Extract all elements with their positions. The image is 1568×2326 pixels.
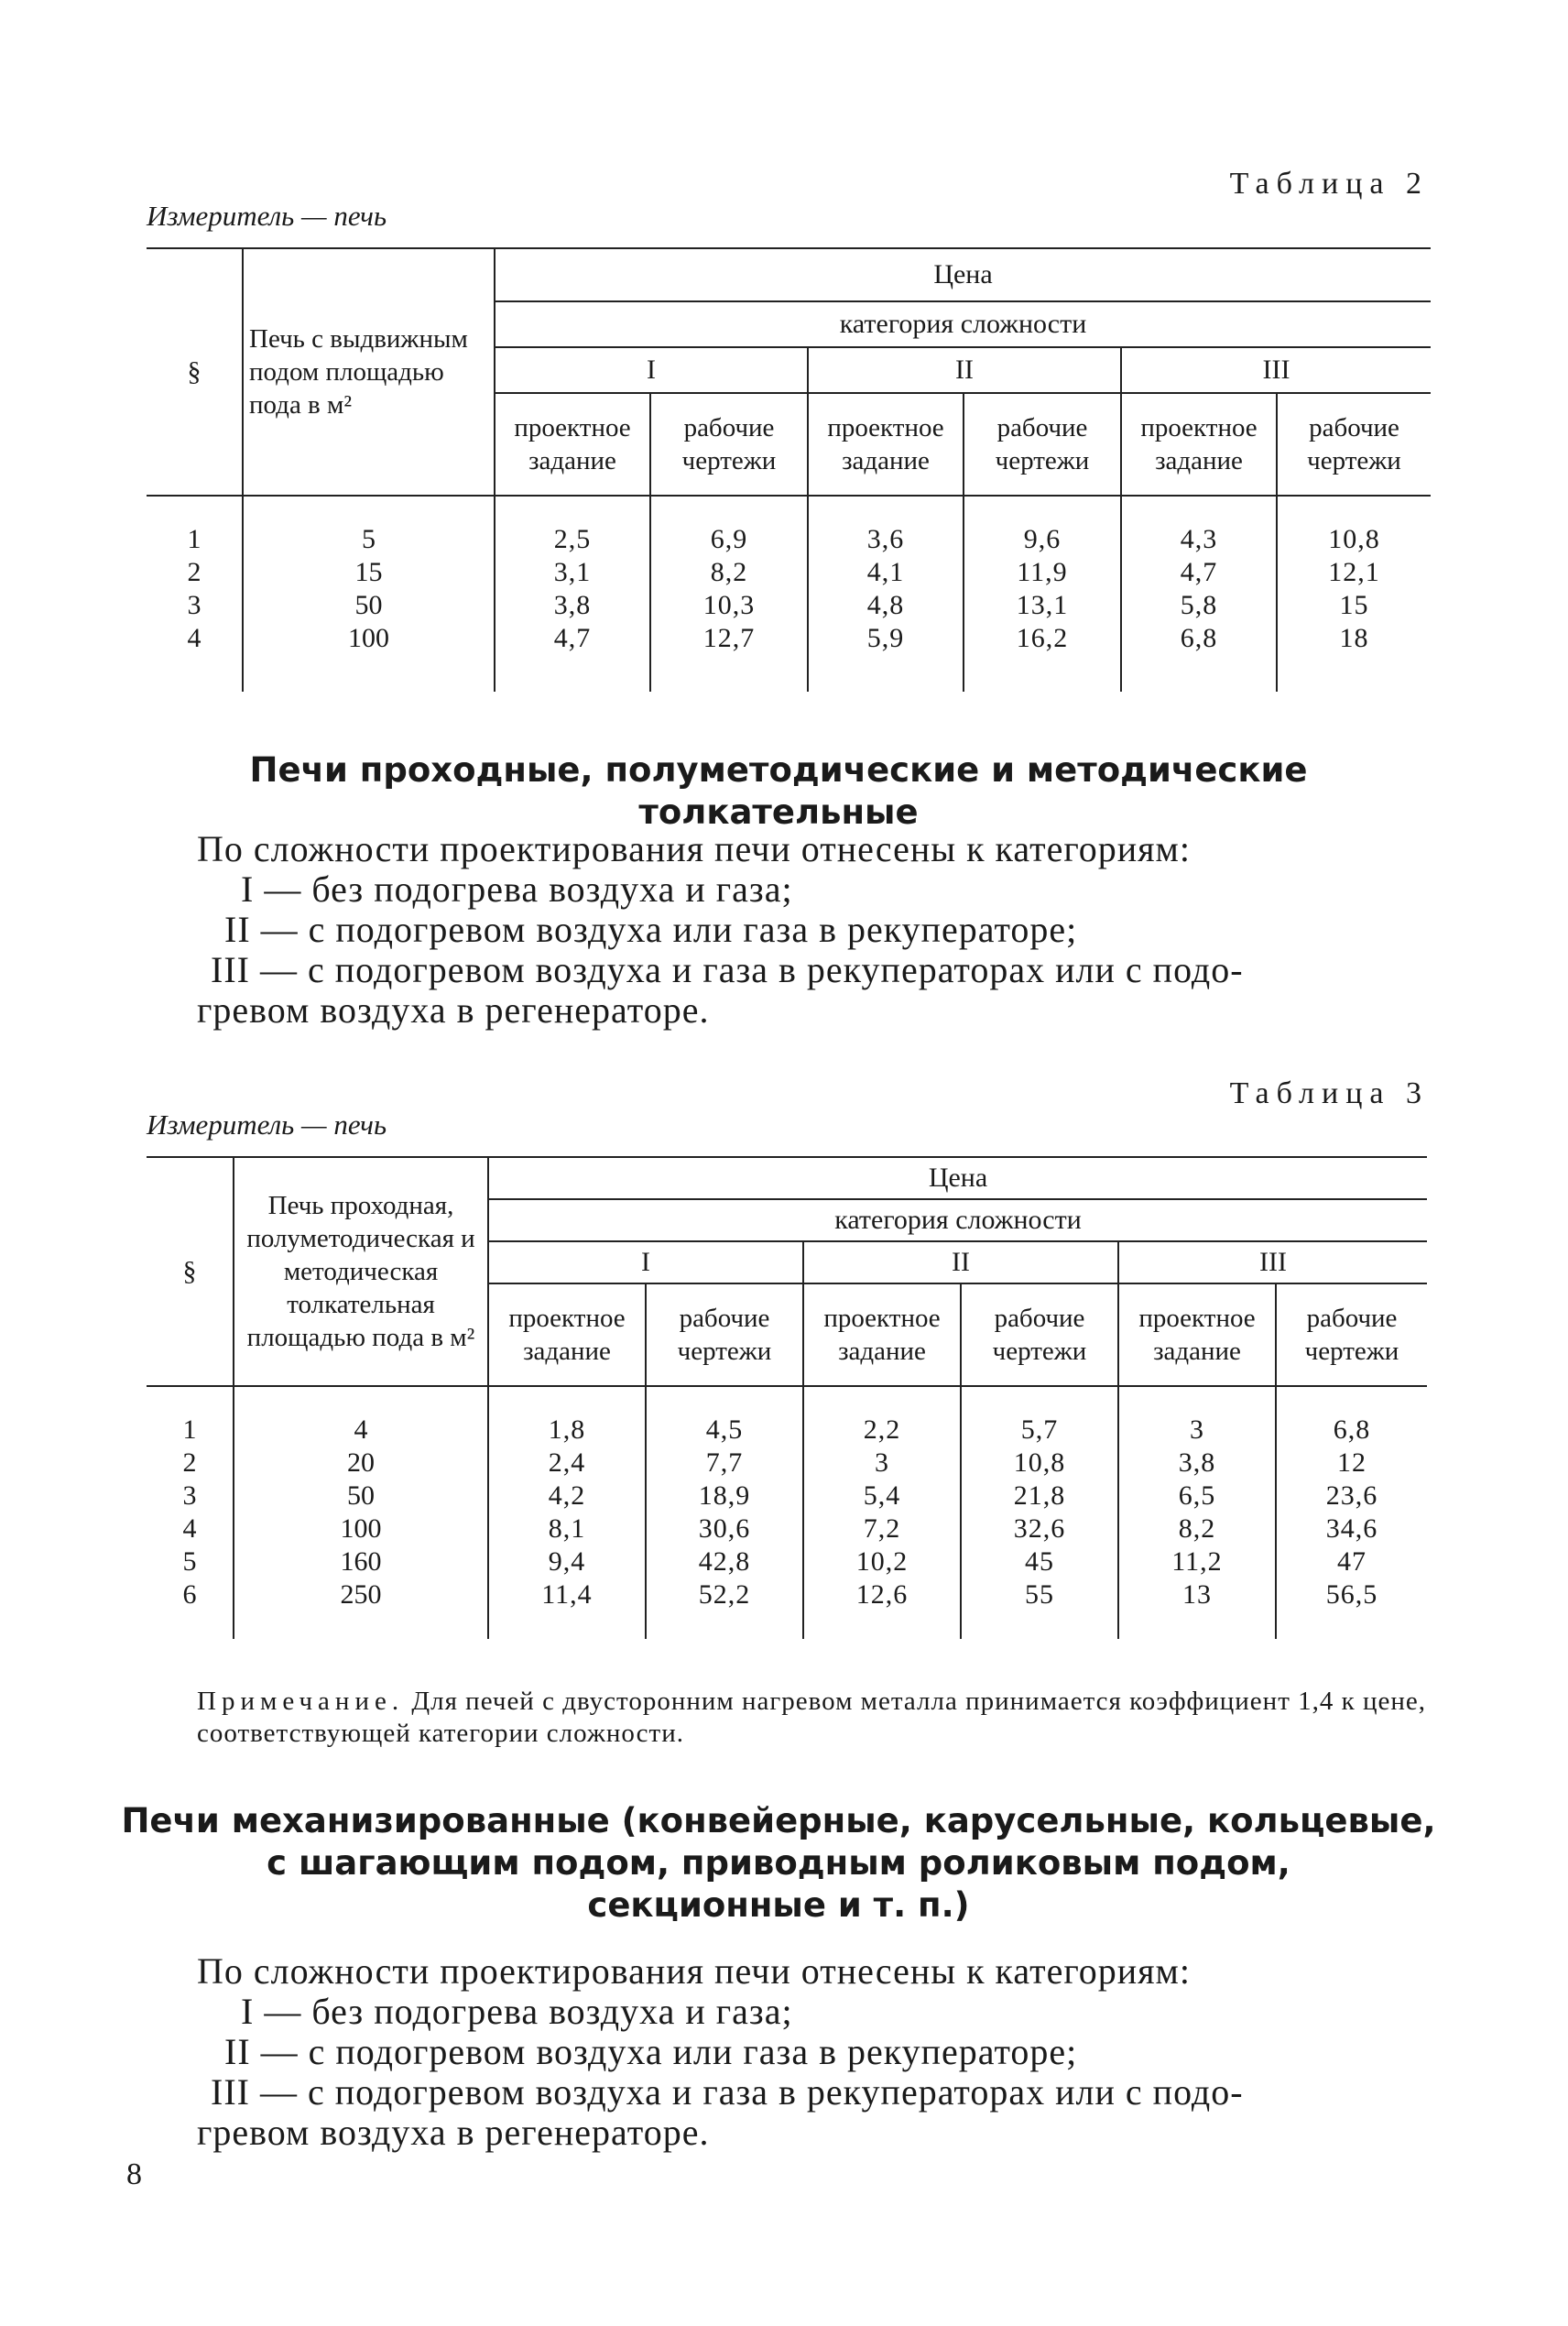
table2-caption: Таблица 2 (1229, 167, 1429, 201)
table2-row3-v6: 15 (1339, 590, 1369, 620)
table3-proj-3: проектное задание (1118, 1283, 1276, 1386)
section2-heading-line-1: Печи механизированные (конвейерные, карусельные, кольцевые, (121, 1801, 1436, 1840)
table2-row4-v4: 16,2 (964, 622, 1121, 655)
table3-row2-v2: 7,7 (646, 1447, 803, 1480)
table3-row1-v4: 5,7 (961, 1414, 1118, 1447)
table2-meter: Измеритель — печь (147, 200, 387, 232)
table3-row3-v2: 18,9 (646, 1480, 803, 1512)
table3-row6-v1: 11,4 (488, 1578, 646, 1611)
table3-row3-n: 3 (147, 1480, 234, 1512)
table2-row4-v6: 18 (1339, 623, 1369, 653)
table2-cat-3: III (1121, 347, 1431, 393)
table3-row3-v1: 4,2 (488, 1480, 646, 1512)
table3-row4-v3: 7,2 (803, 1512, 961, 1545)
table2-row2-v2: 8,2 (650, 556, 808, 589)
table2-row4-v2: 12,7 (650, 622, 808, 655)
section1-intro: По сложности проектирования печи отнесены к категориям: (197, 828, 1191, 869)
table3-row6-area: 250 (234, 1578, 488, 1611)
table2-cat-1: I (495, 347, 808, 393)
table3-row2-n: 2 (147, 1447, 234, 1480)
table2-row3-v2: 10,3 (650, 589, 808, 622)
table2-row3-n: 3 (147, 589, 243, 622)
table2-row3-v4: 13,1 (964, 589, 1121, 622)
table3-cat-2: II (803, 1241, 1118, 1283)
table2-proj-3: проектное задание (1121, 393, 1277, 496)
table3-row1-area: 4 (234, 1414, 488, 1447)
page-number: 8 (126, 2157, 142, 2191)
table2-row4-v1: 4,7 (495, 622, 650, 655)
table-row (147, 1414, 1427, 1447)
table2-section-header: § (147, 248, 243, 496)
table2-price-header: Цена (495, 248, 1431, 301)
table3-row3-v5: 6,5 (1118, 1480, 1276, 1512)
table2-proj-1: проектное задание (495, 393, 650, 496)
table3-proj-1: проектное задание (488, 1283, 646, 1386)
table-row (147, 523, 1431, 556)
table3-work-2: рабочие чертежи (961, 1283, 1118, 1386)
table2-row3-v1: 3,8 (495, 589, 650, 622)
table3-row4-v4: 32,6 (961, 1512, 1118, 1545)
section2-heading (110, 1800, 1447, 1927)
section1-continuation: гревом воздуха в регенераторе. (197, 989, 710, 1031)
table3-section-header: § (147, 1157, 234, 1386)
table2-row1-n: 1 (147, 523, 243, 556)
table3-row4-v6: 34,6 (1325, 1513, 1378, 1544)
note-label: Примечание. (197, 1687, 405, 1716)
table-row (147, 1447, 1427, 1480)
table3-area-header: Печь проходная, полуметодическая и методическая толкательная площадью пода в м² (234, 1157, 488, 1386)
note-text: Для печей с двусторонним нагревом металла принимается коэффициент 1,4 к цене, соответствующей категории сложности. (197, 1687, 1426, 1748)
table3-row5-v6: 47 (1337, 1546, 1367, 1577)
table2-area-header: Печь с выдвижным подом площадью пода в м² (243, 248, 495, 496)
table2-row2-v1: 3,1 (495, 556, 650, 589)
section2-item-1: I — без подогрева воздуха и газа; (241, 1991, 793, 2032)
table3-row5-n: 5 (147, 1545, 234, 1578)
table2-row2-n: 2 (147, 556, 243, 589)
section2-item-3: III — с подогревом воздуха и газа в рекуператорах или с подо- (211, 2071, 1244, 2113)
table3-row3-v6: 23,6 (1325, 1480, 1378, 1511)
table3-row4-v2: 30,6 (646, 1512, 803, 1545)
table2-row4-v3: 5,9 (808, 622, 964, 655)
table2-row1-v1: 2,5 (495, 523, 650, 556)
table2-cat-2: II (808, 347, 1121, 393)
table2-row1-v6: 10,8 (1328, 524, 1380, 554)
section1-item-1: I — без подогрева воздуха и газа; (241, 868, 793, 910)
table-row (147, 622, 1431, 655)
table3-work-3: рабочие чертежи (1304, 1304, 1399, 1366)
table3-row4-v1: 8,1 (488, 1512, 646, 1545)
table3-row4-v5: 8,2 (1118, 1512, 1276, 1545)
section1-item-3: III — с подогревом воздуха и газа в рекуператорах или с подо- (211, 949, 1244, 990)
table3-row2-area: 20 (234, 1447, 488, 1480)
table2-row1-area: 5 (243, 523, 495, 556)
table2-row3-v3: 4,8 (808, 589, 964, 622)
table3-work-1: рабочие чертежи (646, 1283, 803, 1386)
table3-row4-area: 100 (234, 1512, 488, 1545)
table2-work-2: рабочие чертежи (964, 393, 1121, 496)
table2 (147, 247, 1431, 692)
table3-note (197, 1686, 1429, 1750)
table3-row6-v6: 56,5 (1325, 1579, 1378, 1610)
table2-row2-v5: 4,7 (1121, 556, 1277, 589)
table2-row1-v3: 3,6 (808, 523, 964, 556)
table2-row3-v5: 5,8 (1121, 589, 1277, 622)
table2-row4-area: 100 (243, 622, 495, 655)
table3-row1-v6: 6,8 (1333, 1414, 1371, 1445)
table3-row1-v5: 3 (1118, 1414, 1276, 1447)
section2-heading-line-3: секционные и т. п.) (587, 1885, 970, 1925)
table3-row1-v3: 2,2 (803, 1414, 961, 1447)
table3-row2-v3: 3 (803, 1447, 961, 1480)
table2-row1-v5: 4,3 (1121, 523, 1277, 556)
table-row (147, 1578, 1427, 1611)
table-row (147, 1545, 1427, 1578)
table3-meter: Измеритель — печь (147, 1108, 387, 1141)
table-row (147, 589, 1431, 622)
table3-caption: Таблица 3 (1229, 1076, 1429, 1110)
table3-category-header: категория сложности (488, 1199, 1427, 1241)
table3-row5-v1: 9,4 (488, 1545, 646, 1578)
section2-continuation: гревом воздуха в регенераторе. (197, 2112, 710, 2153)
section1-heading: Печи проходные, полуметодические и методические толкательные (249, 750, 1308, 832)
section2-heading-line-2: с шагающим подом, приводным роликовым подом, (267, 1843, 1290, 1883)
table3-cat-3: III (1118, 1241, 1427, 1283)
table3-price-header: Цена (488, 1157, 1427, 1199)
table3 (147, 1156, 1427, 1639)
table3-row5-v3: 10,2 (803, 1545, 961, 1578)
table3-cat-1: I (488, 1241, 803, 1283)
table2-row4-n: 4 (147, 622, 243, 655)
table3-row1-v1: 1,8 (488, 1414, 646, 1447)
section2-paragraph (197, 1951, 1452, 2153)
table-row (147, 556, 1431, 589)
table3-row4-n: 4 (147, 1512, 234, 1545)
table3-row3-v3: 5,4 (803, 1480, 961, 1512)
table2-row2-v6: 12,1 (1328, 557, 1380, 587)
table3-row5-area: 160 (234, 1545, 488, 1578)
section1-paragraph (197, 829, 1452, 1031)
table3-row5-v4: 45 (961, 1545, 1118, 1578)
table2-row2-v4: 11,9 (964, 556, 1121, 589)
table-row (147, 1512, 1427, 1545)
table2-category-header: категория сложности (495, 301, 1431, 347)
table2-row4-v5: 6,8 (1121, 622, 1277, 655)
table2-row3-area: 50 (243, 589, 495, 622)
table3-row6-v5: 13 (1118, 1578, 1276, 1611)
table3-row6-v4: 55 (961, 1578, 1118, 1611)
table3-row1-v2: 4,5 (646, 1414, 803, 1447)
table3-row2-v6: 12 (1337, 1447, 1367, 1478)
table3-row2-v1: 2,4 (488, 1447, 646, 1480)
section2-item-2: II — с подогревом воздуха или газа в рекуператоре; (224, 2031, 1078, 2072)
table3-row5-v2: 42,8 (646, 1545, 803, 1578)
table3-row3-area: 50 (234, 1480, 488, 1512)
table3-row3-v4: 21,8 (961, 1480, 1118, 1512)
table-row (147, 1480, 1427, 1512)
table3-row1-n: 1 (147, 1414, 234, 1447)
table2-proj-2: проектное задание (808, 393, 964, 496)
table2-work-3: рабочие чертежи (1307, 413, 1401, 475)
section1-item-2: II — с подогревом воздуха или газа в рекуператоре; (224, 909, 1078, 950)
table3-row6-v2: 52,2 (646, 1578, 803, 1611)
section2-intro: По сложности проектирования печи отнесены к категориям: (197, 1950, 1191, 1992)
table3-row6-n: 6 (147, 1578, 234, 1611)
table2-row1-v4: 9,6 (964, 523, 1121, 556)
table2-row2-v3: 4,1 (808, 556, 964, 589)
table3-proj-2: проектное задание (803, 1283, 961, 1386)
table2-row1-v2: 6,9 (650, 523, 808, 556)
table3-row2-v4: 10,8 (961, 1447, 1118, 1480)
table3-row5-v5: 11,2 (1118, 1545, 1276, 1578)
table3-row6-v3: 12,6 (803, 1578, 961, 1611)
table2-row2-area: 15 (243, 556, 495, 589)
table3-row2-v5: 3,8 (1118, 1447, 1276, 1480)
table2-work-1: рабочие чертежи (650, 393, 808, 496)
